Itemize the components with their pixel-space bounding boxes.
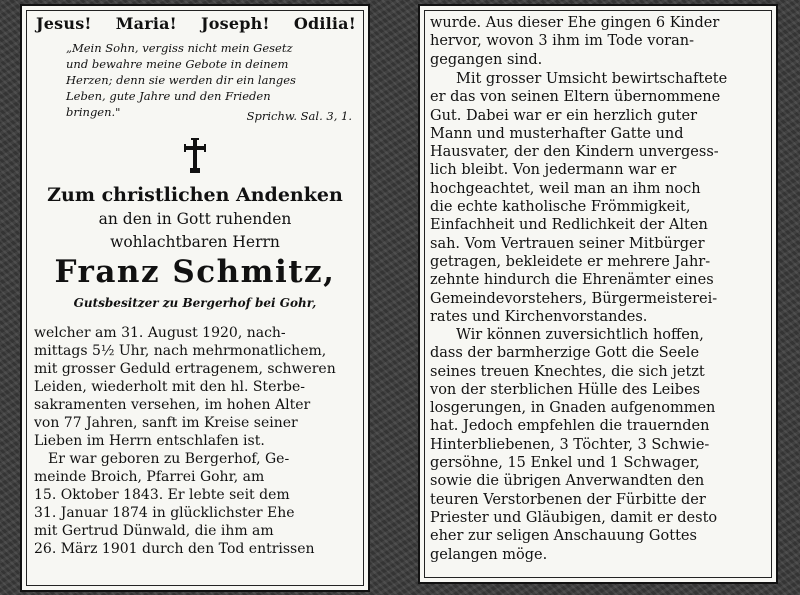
text-line: zehnte hindurch die Ehrenämter eines — [430, 272, 714, 289]
deceased-name: Franz Schmitz, — [54, 254, 336, 290]
text-line: 31. Januar 1874 in glücklichster Ehe — [34, 505, 295, 521]
text-line: sah. Vom Vertrauen seiner Mitbürger — [430, 235, 705, 252]
biography-paragraph-life — [34, 450, 358, 558]
text-line: hervor, wovon 3 ihm im Tode voran- — [430, 33, 694, 50]
text-line: wurde. Aus dieser Ehe gingen 6 Kinder — [430, 15, 720, 31]
invocation-maria: Maria! — [115, 14, 177, 33]
memorial-subtitle-line: an den in Gott ruhenden — [98, 210, 292, 228]
text-line: Wir können zuversichtlich hoffen, — [456, 327, 704, 343]
text-line: Mann und musterhafter Gatte und — [430, 125, 684, 142]
invocation-odilia: Odilia! — [293, 14, 356, 33]
verse-line: und bewahre meine Gebote in deinem — [66, 57, 289, 71]
text-line: 15. Oktober 1843. Er lebte seit dem — [34, 487, 290, 503]
left-card-page — [20, 4, 370, 592]
memorial-heading — [22, 182, 368, 254]
text-line: losgerungen, in Gnaden aufgenommen — [430, 400, 716, 417]
paragraph-children — [430, 14, 766, 69]
text-line: Lieben im Herrn entschlafen ist. — [34, 433, 265, 449]
text-line: sowie die übrigen Anverwandten den — [430, 473, 705, 490]
invocation-jesus: Jesus! — [36, 14, 92, 33]
right-card-page — [418, 4, 778, 584]
cross-icon — [184, 138, 206, 174]
text-line: Gut. Dabei war er ein herzlich guter — [430, 107, 698, 124]
text-line: 26. März 1901 durch den Tod entrissen — [34, 541, 315, 557]
text-line: mittags 5½ Uhr, nach mehrmonatlichem, — [34, 343, 327, 359]
text-line: lich bleibt. Von jedermann war er — [430, 162, 677, 179]
verse-line: Leben, gute Jahre und den Frieden — [66, 89, 271, 103]
text-line: Hausvater, der den Kindern unvergess- — [430, 144, 719, 161]
text-line: von 77 Jahren, sanft im Kreise seiner — [34, 415, 298, 431]
text-line: mit Gertrud Dünwald, die ihm am — [34, 523, 274, 539]
biography-paragraph-death — [34, 324, 358, 450]
invocation-joseph: Joseph! — [201, 14, 270, 33]
text-line: Gemeindevorstehers, Bürgermeisterei- — [430, 290, 718, 307]
verse-line: „Mein Sohn, vergiss nicht mein Gesetz — [66, 41, 293, 55]
text-line: hochgeachtet, weil man an ihm noch — [430, 180, 701, 197]
text-line: er das von seinen Eltern übernommene — [430, 89, 721, 106]
text-line: meinde Broich, Pfarrei Gohr, am — [34, 469, 265, 485]
text-line: Priester und Gläubigen, damit er desto — [430, 509, 718, 526]
text-line: gegangen sind. — [430, 51, 543, 68]
verse-line: Herzen; denn sie werden dir ein langes — [66, 73, 296, 87]
text-line: rates und Kirchenvorstandes. — [430, 308, 648, 325]
memorial-title: Zum christlichen Andenken — [47, 184, 343, 206]
memorial-subtitle-line: wohlachtbaren Herrn — [110, 233, 280, 251]
invocation-line — [36, 14, 356, 33]
paragraph-prayer-request — [430, 326, 766, 564]
text-line: Mit grosser Umsicht bewirtschaftete — [456, 71, 728, 87]
text-line: die echte katholische Frömmigkeit, — [430, 199, 691, 216]
text-line: welcher am 31. August 1920, nach- — [34, 325, 286, 341]
text-line: dass der barmherzige Gott die Seele — [430, 345, 700, 362]
text-line: gersöhne, 15 Enkel und 1 Schwager, — [430, 455, 700, 472]
text-line: getragen, bekleidete er mehrere Jahr- — [430, 253, 711, 270]
verse-line: bringen." — [66, 105, 121, 119]
text-line: Einfachheit und Redlichkeit der Alten — [430, 217, 708, 234]
text-line: seines treuen Knechtes, die sich jetzt — [430, 363, 705, 380]
text-line: eher zur seligen Anschauung Gottes — [430, 528, 697, 545]
text-line: Er war geboren zu Bergerhof, Ge- — [48, 451, 290, 467]
text-line: Leiden, wiederholt mit den hl. Sterbe- — [34, 379, 306, 395]
text-line: von der sterblichen Hülle des Leibes — [430, 381, 701, 398]
scripture-verse — [66, 40, 354, 120]
paragraph-character — [430, 70, 766, 326]
text-line: sakramenten versehen, im hohen Alter — [34, 397, 311, 413]
text-line: teuren Verstorbenen der Fürbitte der — [430, 491, 706, 508]
text-line: gelangen möge. — [430, 546, 548, 563]
text-line: mit grosser Geduld ertragenem, schweren — [34, 361, 336, 377]
text-line: hat. Jedoch empfehlen die trauernden — [430, 418, 710, 435]
verse-citation: Sprichw. Sal. 3, 1. — [246, 109, 352, 123]
text-line: Hinterbliebenen, 3 Töchter, 3 Schwie- — [430, 436, 710, 453]
deceased-occupation: Gutsbesitzer zu Bergerhof bei Gohr, — [73, 296, 317, 310]
